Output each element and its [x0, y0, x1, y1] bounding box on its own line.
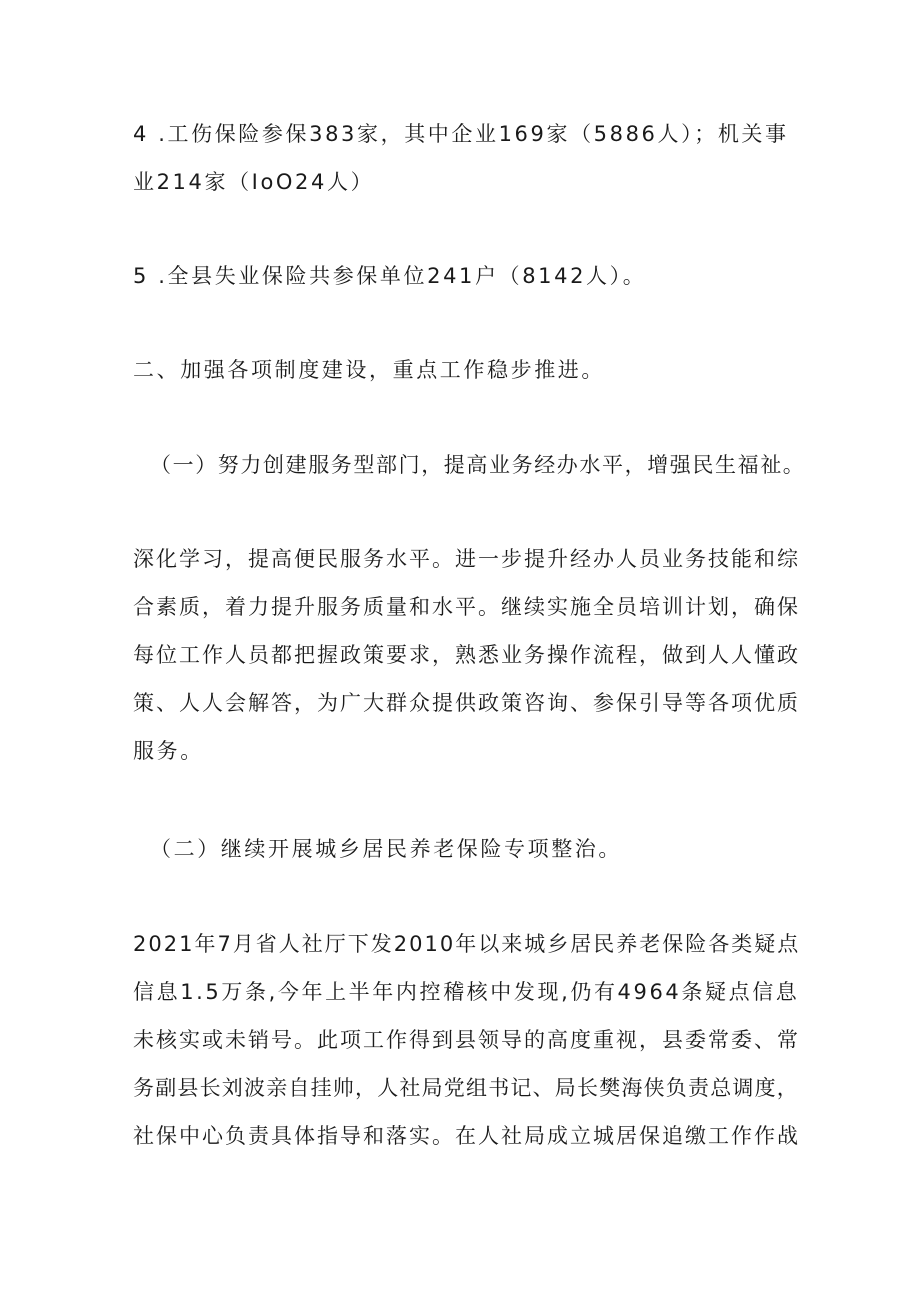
text-line: 深化学习，提高便民服务水平。进一步提升经办人员业务技能和综	[133, 547, 800, 571]
paragraph-unemployment-insurance	[133, 252, 803, 300]
text-line: （一）努力创建服务型部门，提高业务经办水平，增强民生福祉。	[150, 453, 806, 477]
text-line: 5 .全县失业保险共参保单位241户（8142人）。	[133, 264, 647, 288]
text-line: 2021年7月省人社厅下发2010年以来城乡居民养老保险各类疑点	[133, 932, 801, 956]
text-line: （二）继续开展城乡居民养老保险专项整治。	[150, 837, 622, 861]
text-line: 二、加强各项制度建设，重点工作稳步推进。	[133, 358, 605, 382]
paragraph-pension-rectification	[133, 920, 803, 1160]
text-line: 策、人人会解答，为广大群众提供政策咨询、参保引导等各项优质	[133, 691, 800, 715]
section-heading-2	[133, 346, 803, 394]
text-line: 业214家（IoO24人）	[133, 170, 375, 194]
text-line: 未核实或未销号。此项工作得到县领导的高度重视，县委常委、常	[133, 1028, 800, 1052]
text-line: 服务。	[133, 739, 204, 763]
subsection-heading-1	[150, 441, 810, 489]
text-line: 每位工作人员都把握政策要求，熟悉业务操作流程，做到人人懂政	[133, 643, 800, 667]
text-line: 4 .工伤保险参保383家，其中企业169家（5886人）；机关事	[133, 122, 789, 146]
text-line: 社保中心负责具体指导和落实。在人社局成立城居保追缴工作作战	[133, 1124, 800, 1148]
paragraph-service-improvement	[133, 535, 803, 775]
text-line: 务副县长刘波亲自挂帅，人社局党组书记、局长樊海侠负责总调度，	[133, 1076, 799, 1100]
paragraph-work-injury-insurance	[133, 110, 803, 206]
subsection-heading-2	[150, 825, 820, 873]
text-line: 信息1.5万条,今年上半年内控稽核中发现,仍有4964条疑点信息	[133, 980, 800, 1004]
text-line: 合素质，着力提升服务质量和水平。继续实施全员培训计划，确保	[133, 595, 800, 619]
